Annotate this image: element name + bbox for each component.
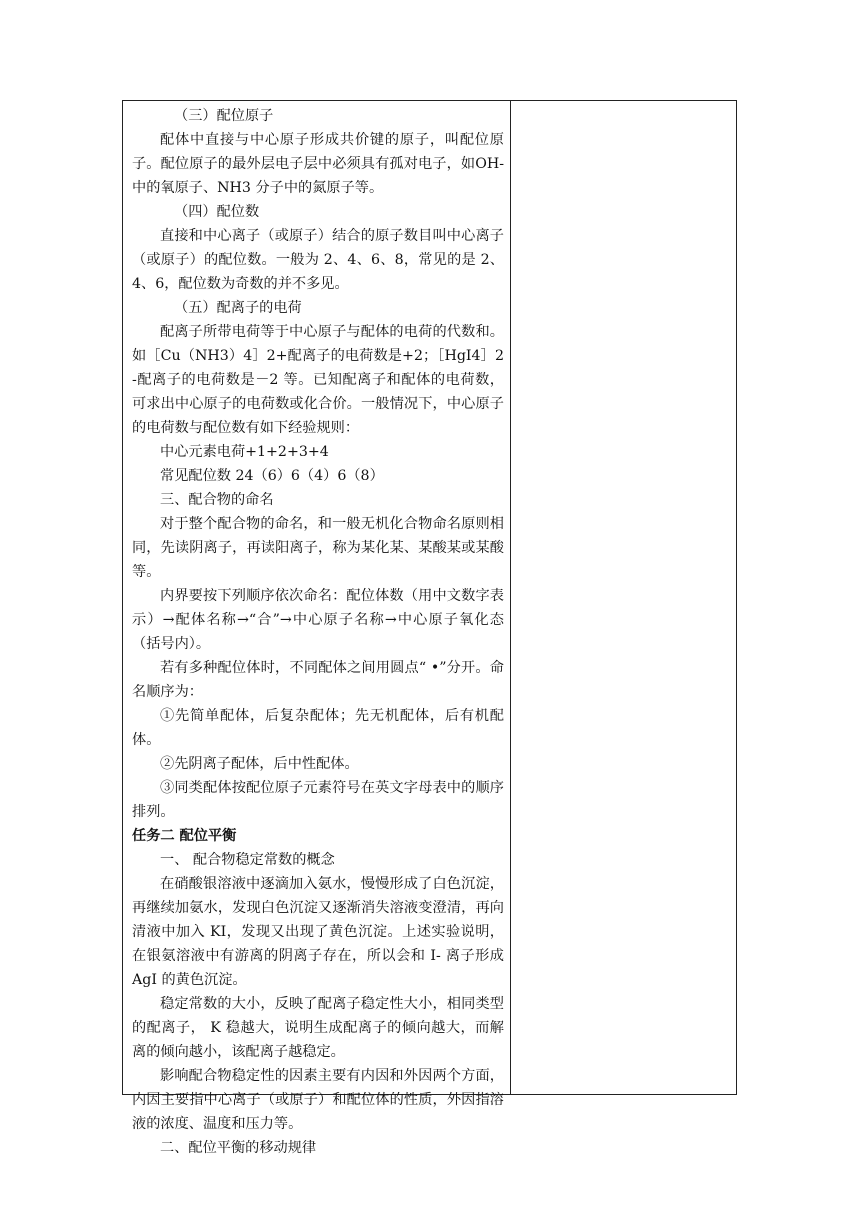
left-column-text — [132, 104, 504, 1160]
section-heading: 二、配位平衡的移动规律 — [160, 1140, 317, 1156]
paragraph: 直接和中心离子（或原子）结合的原子数目叫中心离子（或原子）的配位数。一般为 2、4、6、8，常见的是 2、4、6，配位数为奇数的并不多见。 — [132, 228, 504, 292]
paragraph: 若有多种配位体时，不同配体之间用圆点“ •”分开。命名顺序为： — [132, 660, 504, 700]
paragraph: ①先简单配体，后复杂配体；先无机配体，后有机配体。 — [132, 708, 504, 748]
section-heading: 三、配合物的命名 — [160, 492, 274, 508]
paragraph: （五）配离子的电荷 — [174, 300, 302, 316]
paragraph: 对于整个配合物的命名，和一般无机化合物命名原则相同，先读阴离子，再读阳离子，称为某化某、某酸某或某酸等。 — [132, 516, 504, 580]
table-column-divider — [510, 100, 511, 1095]
paragraph: 配体中直接与中心原子形成共价键的原子，叫配位原子。配位原子的最外层电子层中必须具有孤对电子，如OH-中的氧原子、NH3 分子中的氮原子等。 — [132, 132, 504, 196]
section-heading: 一、 配合物稳定常数的概念 — [160, 852, 335, 868]
paragraph: （三）配位原子 — [174, 108, 274, 124]
paragraph: （四）配位数 — [174, 204, 260, 220]
paragraph: 常见配位数 24（6）6（4）6（8） — [160, 468, 384, 484]
paragraph: 影响配合物稳定性的因素主要有内因和外因两个方面，内因主要指中心离子（或原子）和配位体的性质，外因指溶液的浓度、温度和压力等。 — [132, 1068, 504, 1132]
paragraph: 内界要按下列顺序依次命名：配位体数（用中文数字表示）→配体名称→“合”→中心原子名称→中心原子氧化态（括号内）。 — [132, 588, 504, 652]
paragraph: ②先阴离子配体，后中性配体。 — [160, 756, 359, 772]
paragraph: 在硝酸银溶液中逐滴加入氨水，慢慢形成了白色沉淀，再继续加氨水，发现白色沉淀又逐渐消失溶液变澄清，再向清液中加入 KI，发现又出现了黄色沉淀。上述实验说明，在银氨溶液中有游离的阴离子存在，所以会和 I- 离子形成 AgI 的黄色沉淀。 — [132, 876, 504, 988]
paragraph: 配离子所带电荷等于中心原子与配体的电荷的代数和。如［Cu（NH3）4］2+配离子的电荷数是+2；［HgI4］2-配离子的电荷数是－2 等。已知配离子和配体的电荷数，可求出中心原子的电荷数或化合价。一般情况下，中心原子的电荷数与配位数有如下经验规则： — [132, 324, 504, 436]
paragraph: ③同类配体按配位原子元素符号在英文字母表中的顺序排列。 — [132, 780, 504, 820]
task-heading: 任务二 配位平衡 — [132, 828, 237, 844]
paragraph: 稳定常数的大小，反映了配离子稳定性大小，相同类型的配离子， K 稳越大，说明生成配离子的倾向越大，而解离的倾向越小，该配离子越稳定。 — [132, 996, 504, 1060]
paragraph: 中心元素电荷+1+2+3+4 — [160, 444, 329, 460]
